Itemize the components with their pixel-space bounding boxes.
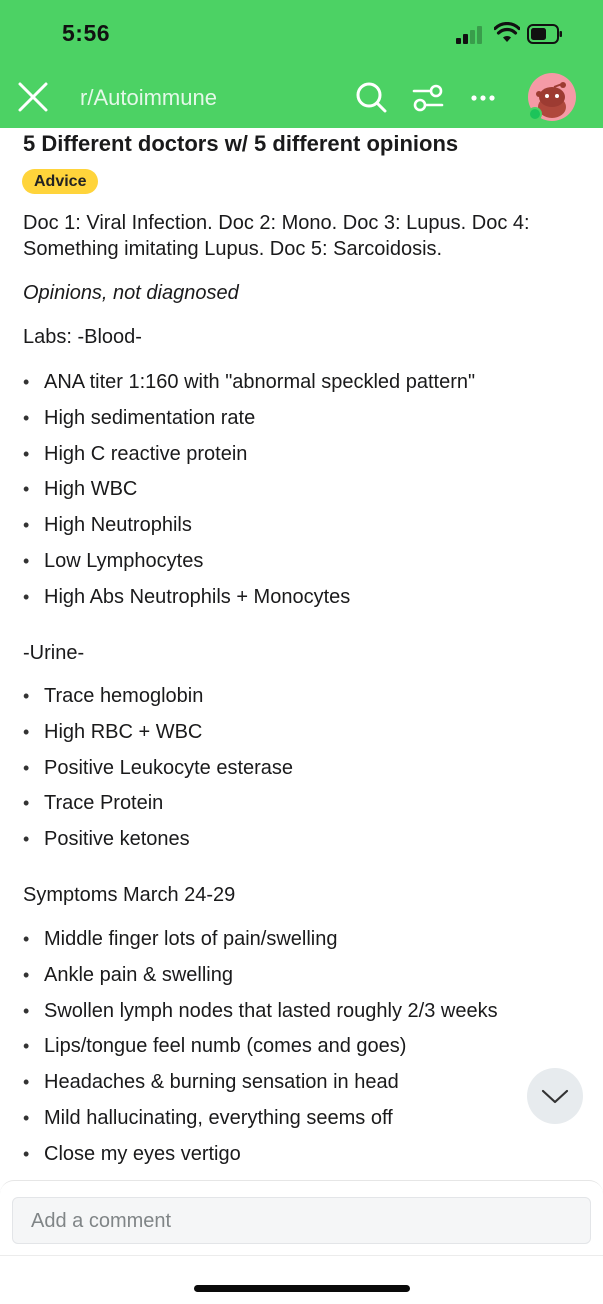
battery-icon — [527, 24, 563, 44]
list-item: • High RBC + WBC — [23, 719, 293, 755]
list-item: • Close my eyes vertigo — [23, 1141, 498, 1177]
online-status-dot — [528, 107, 542, 121]
post-intro-line-1: Doc 1: Viral Infection. Doc 2: Mono. Doc 3: Lupus. Doc 4: — [23, 212, 530, 234]
list-item: • Middle finger lots of pain/swelling — [23, 926, 498, 962]
status-time: 5:56 — [62, 20, 111, 46]
list-item: • High Abs Neutrophils + Monocytes — [23, 584, 475, 620]
list-item: • Mild hallucinating, everything seems off — [23, 1105, 498, 1141]
urine-lab-list — [23, 683, 293, 862]
list-item: • Trace Protein — [23, 790, 293, 826]
symptoms-heading: Symptoms March 24-29 — [23, 884, 236, 906]
close-icon[interactable] — [16, 80, 50, 114]
blood-lab-list — [23, 369, 475, 620]
post-note: Opinions, not diagnosed — [23, 282, 239, 304]
post-flair[interactable]: Advice — [22, 169, 98, 194]
labs-heading: Labs: -Blood- — [23, 326, 142, 348]
list-item: • Headaches & burning sensation in head — [23, 1069, 498, 1105]
subreddit-name[interactable]: r/Autoimmune — [80, 85, 217, 110]
chevron-down-icon — [527, 1068, 583, 1124]
list-item: • Low Lymphocytes — [23, 548, 475, 584]
comment-placeholder: Add a comment — [31, 1210, 172, 1232]
home-indicator[interactable] — [194, 1285, 410, 1292]
wifi-icon — [494, 22, 520, 44]
list-item: • ANA titer 1:160 with "abnormal speckled pattern" — [23, 369, 475, 405]
comment-input[interactable] — [12, 1197, 591, 1244]
list-item: • High sedimentation rate — [23, 405, 475, 441]
list-item: • High C reactive protein — [23, 441, 475, 477]
list-item: • Trace hemoglobin — [23, 683, 293, 719]
filter-icon[interactable] — [410, 80, 446, 116]
list-item: • High Neutrophils — [23, 512, 475, 548]
list-item: • Ankle pain & swelling — [23, 962, 498, 998]
more-icon[interactable] — [468, 86, 498, 110]
divider — [0, 1255, 603, 1256]
symptoms-list — [23, 926, 498, 1177]
scroll-down-button[interactable] — [527, 1068, 583, 1124]
list-item: • Positive ketones — [23, 826, 293, 862]
post-title[interactable]: 5 Different doctors w/ 5 different opinions — [23, 131, 459, 156]
list-item: • Positive Leukocyte esterase — [23, 755, 293, 791]
list-item: • Swollen lymph nodes that lasted roughly 2/3 weeks — [23, 998, 498, 1034]
list-item: • Lips/tongue feel numb (comes and goes) — [23, 1033, 498, 1069]
search-icon[interactable] — [354, 80, 388, 114]
signal-icon — [456, 26, 486, 44]
list-item: • High WBC — [23, 476, 475, 512]
urine-heading: -Urine- — [23, 642, 85, 664]
post-intro-line-2: Something imitating Lupus. Doc 5: Sarcoidosis. — [23, 238, 443, 260]
